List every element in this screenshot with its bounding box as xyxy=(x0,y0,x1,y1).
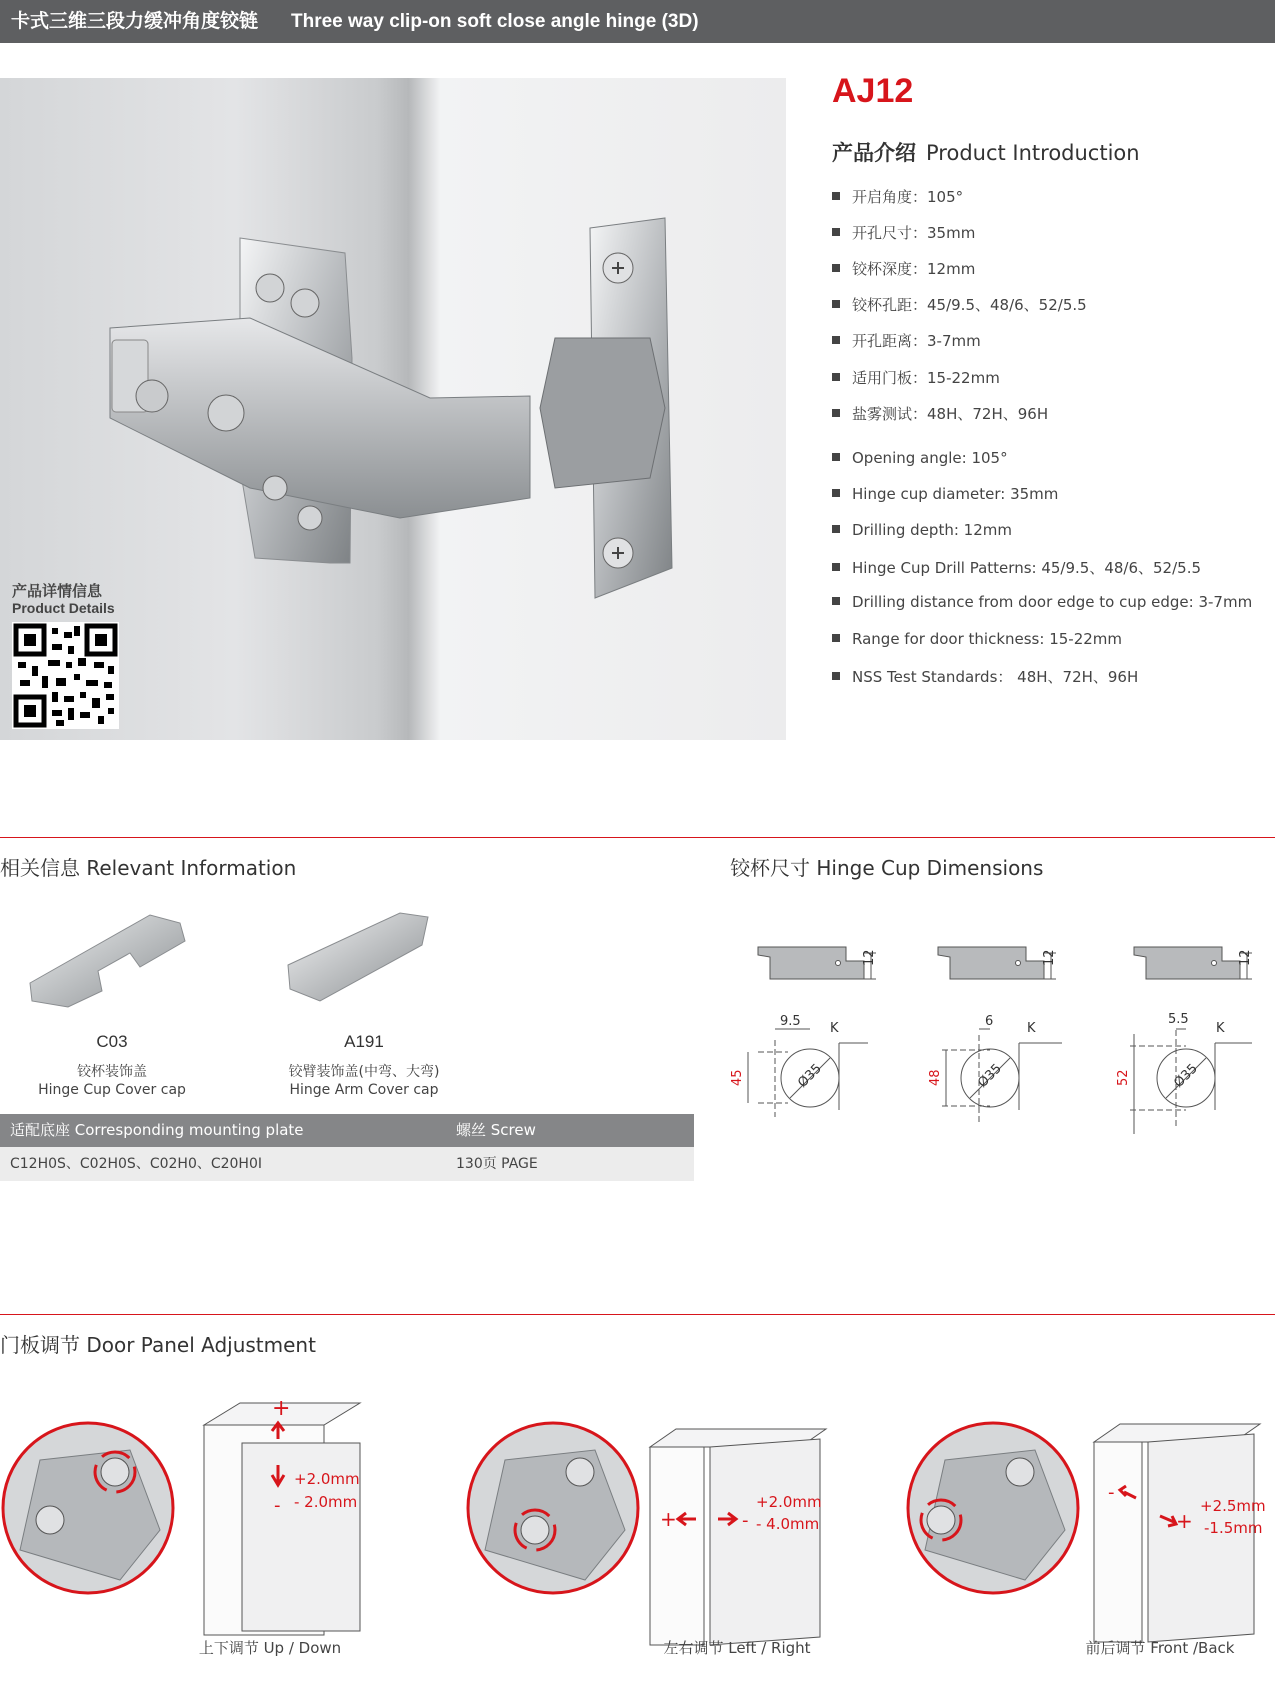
spec-item: Opening angle: 105° xyxy=(832,449,1008,467)
adjustment-caption: 前后调节 Front /Back xyxy=(1085,1639,1235,1657)
bullet-icon xyxy=(832,336,840,344)
arm-cover-cap-image xyxy=(280,905,450,1015)
depth-label: 12 xyxy=(1042,949,1057,966)
plus-value: +2.5mm xyxy=(1200,1497,1266,1515)
spec-item: Drilling distance from door edge to cup edge: 3-7mm xyxy=(832,593,1252,611)
adjustment-caption: 左右调节 Left / Right xyxy=(663,1639,811,1657)
bullet-icon xyxy=(832,373,840,381)
cup-cover-cap-image xyxy=(20,905,190,1015)
accessory-name-en: Hinge Cup Cover cap xyxy=(38,1082,186,1098)
diameter-label: Ø35 xyxy=(975,1061,1005,1091)
left-right-detail-image xyxy=(465,1420,645,1600)
intro-title-en: Product Introduction xyxy=(926,141,1140,165)
k-label: K xyxy=(830,1021,839,1036)
adjustment-caption: 上下调节 Up / Down xyxy=(198,1639,342,1657)
intro-title-cn: 产品介绍 xyxy=(832,141,916,165)
up-down-detail-image xyxy=(0,1420,180,1600)
minus-sign: - xyxy=(742,1510,749,1531)
spec-item: 开孔尺寸：35mm xyxy=(832,222,975,243)
spec-item: Drilling depth: 12mm xyxy=(832,521,1012,539)
bullet-icon xyxy=(832,453,840,461)
minus-value: -1.5mm xyxy=(1204,1519,1263,1537)
spec-item: 适用门板：15-22mm xyxy=(832,367,1000,388)
plus-value: +2.0mm xyxy=(756,1493,822,1511)
plus-sign: + xyxy=(272,1396,291,1421)
offset-label: 6 xyxy=(985,1014,994,1029)
door-panel-diagram-up-down xyxy=(190,1395,380,1655)
minus-value: - 2.0mm xyxy=(294,1493,358,1511)
front-back-detail-image xyxy=(905,1420,1085,1600)
title-en: Three way clip-on soft close angle hinge (3D) xyxy=(291,11,699,32)
accessory-name-cn: 铰臂装饰盖(中弯、大弯) xyxy=(288,1064,440,1080)
bullet-icon xyxy=(832,264,840,272)
door-panel-diagram-left-right xyxy=(646,1425,846,1655)
dimension-diagram xyxy=(922,935,1072,1145)
bullet-icon xyxy=(832,634,840,642)
offset-label: 5.5 xyxy=(1168,1012,1189,1027)
accessory-name-en: Hinge Arm Cover cap xyxy=(289,1082,439,1098)
distance-label: 52 xyxy=(1116,1069,1131,1086)
distance-label: 48 xyxy=(928,1069,943,1086)
accessory-code: A191 xyxy=(344,1032,384,1051)
plus-value: +2.0mm xyxy=(294,1470,360,1488)
offset-label: 9.5 xyxy=(780,1014,801,1029)
distance-label: 45 xyxy=(730,1069,745,1086)
bullet-icon xyxy=(832,192,840,200)
relevant-title: 相关信息 Relevant Information xyxy=(0,856,297,880)
spec-item: 开孔距离：3-7mm xyxy=(832,330,981,351)
intro-title xyxy=(832,137,1140,167)
spec-item: 开启角度：105° xyxy=(832,186,963,207)
bullet-icon xyxy=(832,300,840,308)
adjustment-title: 门板调节 Door Panel Adjustment xyxy=(0,1333,316,1357)
bullet-icon xyxy=(832,563,840,571)
spec-item: Hinge Cup Drill Patterns: 45/9.5、48/6、52/5.5 xyxy=(832,557,1201,578)
spec-item: NSS Test Standards： 48H、72H、96H xyxy=(832,666,1138,687)
bullet-icon xyxy=(832,525,840,533)
bullet-icon xyxy=(832,489,840,497)
spec-item: Range for door thickness: 15-22mm xyxy=(832,630,1122,648)
door-panel-diagram-front-back xyxy=(1090,1420,1275,1655)
table-row xyxy=(0,1147,694,1181)
spec-item: 铰杯孔距：45/9.5、48/6、52/5.5 xyxy=(832,294,1087,315)
bullet-icon xyxy=(832,409,840,417)
product-details-label-cn: 产品详情信息 xyxy=(12,582,103,600)
k-label: K xyxy=(1027,1021,1036,1036)
dimension-diagram xyxy=(1110,935,1260,1145)
diameter-label: Ø35 xyxy=(1171,1061,1201,1091)
section-divider xyxy=(0,1314,1275,1315)
bullet-icon xyxy=(832,597,840,605)
plus-sign: + xyxy=(660,1507,677,1531)
spec-item: 铰杯深度：12mm xyxy=(832,258,975,279)
qr-code[interactable] xyxy=(12,622,119,729)
spec-item: Hinge cup diameter: 35mm xyxy=(832,485,1058,503)
dimension-diagram xyxy=(728,935,878,1145)
title-cn: 卡式三维三段力缓冲角度铰链 xyxy=(11,10,259,32)
product-details-label-en: Product Details xyxy=(12,600,115,616)
minus-sign: - xyxy=(274,1495,281,1516)
col-mounting-plate-header: 适配底座 Corresponding mounting plate xyxy=(10,1121,304,1139)
diameter-label: Ø35 xyxy=(795,1061,825,1091)
mounting-plate-value: C12H0S、C02H0S、C02H0、C20H0I xyxy=(10,1156,262,1172)
table-header xyxy=(0,1114,694,1147)
col-screw-header: 螺丝 Screw xyxy=(456,1121,536,1139)
model-number: AJ12 xyxy=(832,72,914,110)
dimensions-title: 铰杯尺寸 Hinge Cup Dimensions xyxy=(730,856,1044,880)
spec-item: 盐雾测试：48H、72H、96H xyxy=(832,403,1048,424)
bullet-icon xyxy=(832,228,840,236)
k-label: K xyxy=(1216,1021,1225,1036)
accessory-code: C03 xyxy=(96,1032,128,1051)
minus-sign: - xyxy=(1108,1482,1115,1503)
minus-value: - 4.0mm xyxy=(756,1515,820,1533)
bullet-icon xyxy=(832,672,840,680)
accessory-name-cn: 铰杯装饰盖 xyxy=(77,1064,147,1080)
plus-sign: + xyxy=(1176,1509,1193,1533)
header-bar xyxy=(0,0,1275,43)
screw-value: 130页 PAGE xyxy=(456,1156,538,1172)
depth-label: 12 xyxy=(1238,949,1253,966)
section-divider xyxy=(0,837,1275,838)
depth-label: 12 xyxy=(862,949,877,966)
